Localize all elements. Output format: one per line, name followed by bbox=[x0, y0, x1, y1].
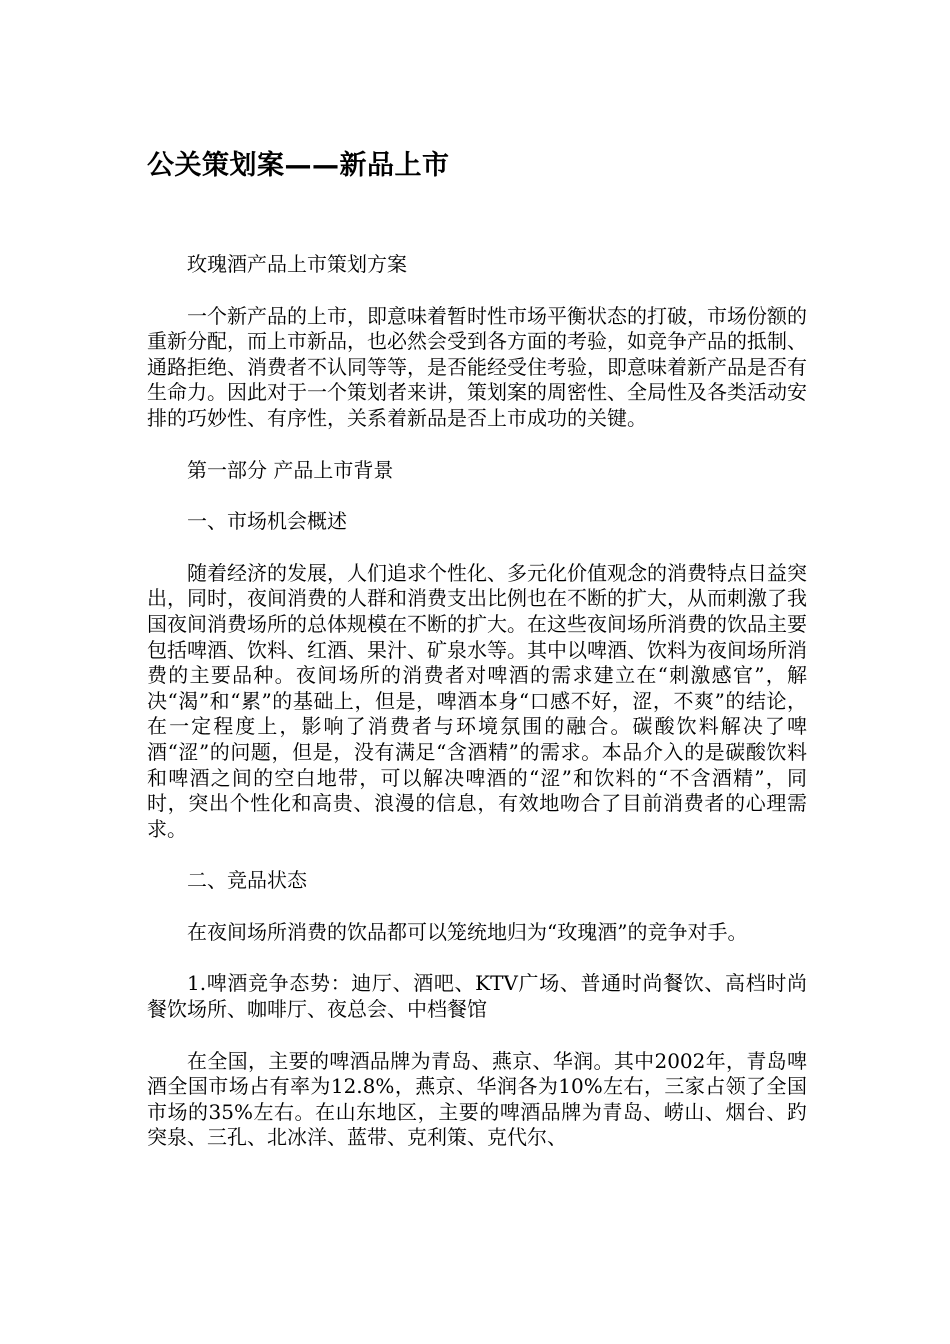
competition-paragraph: 在夜间场所消费的饮品都可以笼统地归为“玫瑰酒”的竞争对手。 bbox=[187, 919, 748, 944]
document-body bbox=[147, 252, 807, 1177]
section-heading-competition: 二、竞品状态 bbox=[187, 868, 307, 893]
section-heading-market-opportunity: 一、市场机会概述 bbox=[187, 509, 347, 534]
document-title: 公关策划案——新品上市 bbox=[147, 150, 450, 181]
subtitle-paragraph: 玫瑰酒产品上市策划方案 bbox=[187, 252, 407, 276]
beer-competition-paragraph: 1.啤酒竞争态势：迪厅、酒吧、KTV广场、普通时尚餐饮、高档时尚餐饮场所、咖啡厅、夜总会、中档餐馆 bbox=[147, 971, 807, 1022]
beer-brands-paragraph: 在全国，主要的啤酒品牌为青岛、燕京、华润。其中2002年，青岛啤酒全国市场占有率为12.8%，燕京、华润各为10%左右，三家占领了全国市场的35%左右。在山东地区，主要的啤酒品牌为青岛、崂山、烟台、趵突泉、三孔、北冰洋、蓝带、克利策、克代尔、 bbox=[147, 1048, 807, 1150]
intro-paragraph: 一个新产品的上市，即意味着暂时性市场平衡状态的打破，市场份额的重新分配，而上市新品，也必然会受到各方面的考验，如竞争产品的抵制、通路拒绝、消费者不认同等等，是否能经受住考验，即意味着新产品是否有生命力。因此对于一个策划者来讲，策划案的周密性、全局性及各类活动安排的巧妙性、有序性，关系着新品是否上市成功的关键。 bbox=[147, 303, 807, 430]
market-opportunity-paragraph: 随着经济的发展，人们追求个性化、多元化价值观念的消费特点日益突出，同时，夜间消费的人群和消费支出比例也在不断的扩大，从而刺激了我国夜间消费场所的总体规模在不断的扩大。在这些夜间场所消费的饮品主要包括啤酒、饮料、红酒、果汁、矿泉水等。其中以啤酒、饮料为夜间场所消费的主要品种。夜间场所的消费者对啤酒的需求建立在“刺激感官”，解决“渴”和“累”的基础上，但是，啤酒本身“口感不好，涩，不爽”的结论，在一定程度上，影响了消费者与环境氛围的融合。碳酸饮料解决了啤酒“涩”的问题，但是，没有满足“含酒精”的需求。本品介入的是碳酸饮料和啤酒之间的空白地带，可以解决啤酒的“涩”和饮料的“不含酒精”，同时，突出个性化和高贵、浪漫的信息，有效地吻合了目前消费者的心理需求。 bbox=[147, 560, 807, 841]
section-heading-part-one: 第一部分 产品上市背景 bbox=[187, 457, 394, 482]
